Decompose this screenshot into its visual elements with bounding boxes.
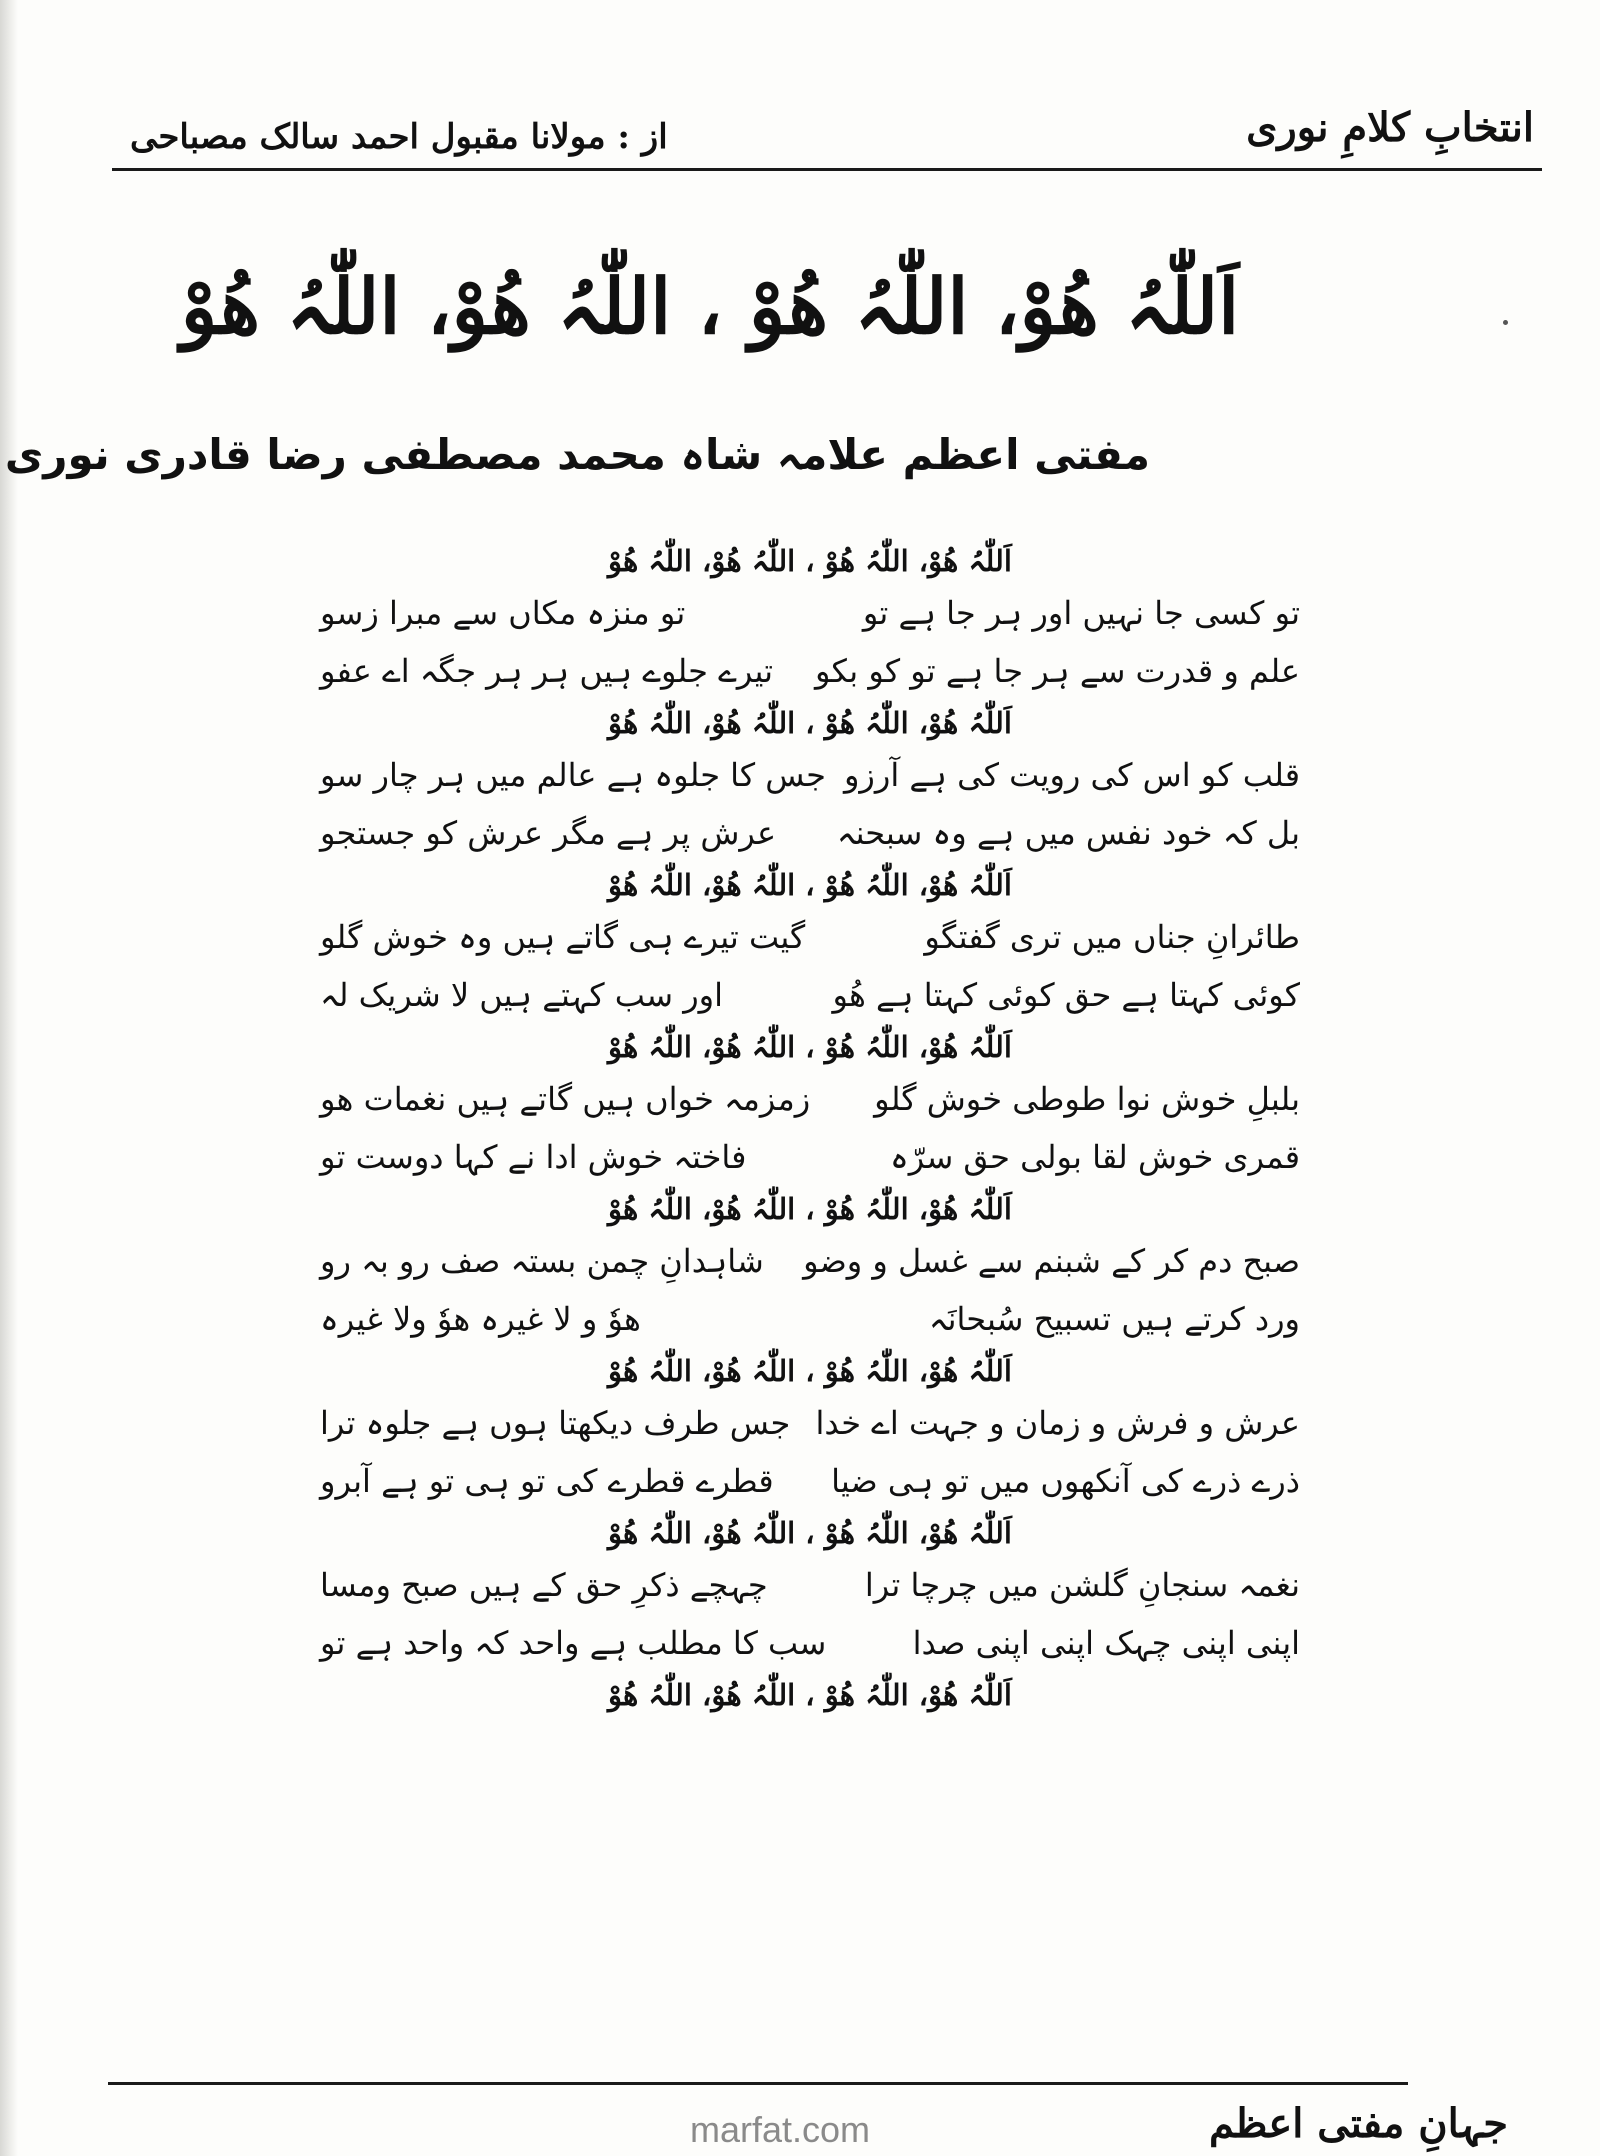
- header-book-title: انتخابِ کلامِ نوری: [1246, 104, 1534, 151]
- poem-verse: [320, 908, 1300, 966]
- poem-verse: [320, 584, 1300, 642]
- verse-second-hemistich: تو منزہ مکاں سے مبرا زسو: [320, 594, 686, 632]
- verse-second-hemistich: قطرے قطرے کی تو ہی تو ہے آبرو: [320, 1462, 774, 1500]
- verse-first-hemistich: ذرے ذرے کی آنکھوں میں تو ہی ضیا: [831, 1462, 1300, 1500]
- page-watermark: marfat.com: [690, 2109, 871, 2150]
- poem-refrain: اَللّٰہُ ھُوْ، اللّٰہُ ھُوْ ، اللّٰہُ ھُوْ، اللّٰہُ ھُوْ: [608, 1354, 1012, 1388]
- verse-first-hemistich: علم و قدرت سے ہر جا ہے تو کو بکو: [815, 652, 1300, 690]
- page-edge-shadow: [0, 0, 18, 2156]
- poem-verse: [320, 1614, 1300, 1672]
- verse-first-hemistich: بل کہ خود نفس میں ہے وہ سبحنہ: [836, 814, 1300, 852]
- poem-refrain: اَللّٰہُ ھُوْ، اللّٰہُ ھُوْ ، اللّٰہُ ھُوْ، اللّٰہُ ھُوْ: [608, 544, 1012, 578]
- header-attribution: از : مولانا مقبول احمد سالک مصباحی: [130, 117, 668, 157]
- verse-second-hemistich: زمزمہ خواں ہیں گاتے ہیں نغمات ھو: [320, 1080, 811, 1118]
- verse-first-hemistich: صبح دم کر کے شبنم سے غسل و وضو: [803, 1242, 1300, 1280]
- verse-second-hemistich: جس کا جلوہ ہے عالم میں ہر چار سو: [320, 756, 826, 794]
- poem-refrain: اَللّٰہُ ھُوْ، اللّٰہُ ھُوْ ، اللّٰہُ ھُوْ، اللّٰہُ ھُوْ: [608, 1678, 1012, 1712]
- verse-first-hemistich: کوئی کہتا ہے حق کوئی کہتا ہے ھُو: [832, 976, 1300, 1014]
- poem-verse: [320, 642, 1300, 700]
- verse-first-hemistich: طائرانِ جناں میں تری گفتگو: [924, 918, 1300, 956]
- header-divider: [112, 168, 1542, 171]
- verse-first-hemistich: قلب کو اس کی رویت کی ہے آرزو: [843, 756, 1300, 794]
- verse-first-hemistich: عرش و فرش و زمان و جہت اے خدا: [815, 1404, 1300, 1442]
- ink-speck: [1503, 320, 1508, 325]
- poem-refrain: اَللّٰہُ ھُوْ، اللّٰہُ ھُوْ ، اللّٰہُ ھُوْ، اللّٰہُ ھُوْ: [608, 1030, 1012, 1064]
- poem-verse: [320, 1128, 1300, 1186]
- verse-first-hemistich: ورد کرتے ہیں تسبیح سُبحانَہ: [928, 1300, 1300, 1338]
- poem-refrain: اَللّٰہُ ھُوْ، اللّٰہُ ھُوْ ، اللّٰہُ ھُوْ، اللّٰہُ ھُوْ: [608, 1516, 1012, 1550]
- verse-second-hemistich: اور سب کہتے ہیں لا شریک لہ: [320, 976, 723, 1014]
- poem-verse: [320, 1394, 1300, 1452]
- verse-second-hemistich: جس طرف دیکھتا ہوں ہے جلوہ ترا: [320, 1404, 791, 1442]
- poem-verse: [320, 1556, 1300, 1614]
- footer-book-name: جہانِ مفتی اعظم: [1208, 2100, 1508, 2147]
- verse-second-hemistich: چہچے ذکرِ حق کے ہیں صبح ومسا: [320, 1566, 768, 1604]
- poem-verse: [320, 1232, 1300, 1290]
- verse-first-hemistich: اپنی اپنی چہک اپنی اپنی صدا: [912, 1624, 1300, 1662]
- verse-second-hemistich: گیت تیرے ہی گاتے ہیں وہ خوش گلو: [320, 918, 806, 956]
- poem-body: [320, 538, 1300, 1718]
- footer-divider: [108, 2082, 1408, 2085]
- poem-verse: [320, 804, 1300, 862]
- poem-verse: [320, 746, 1300, 804]
- verse-first-hemistich: تو کسی جا نہیں اور ہر جا ہے تو: [862, 594, 1300, 632]
- poem-title: اَللّٰہُ ھُوْ، اللّٰہُ ھُوْ ، اللّٰہُ ھُوْ، اللّٰہُ ھُوْ: [180, 262, 1240, 351]
- verse-second-hemistich: تیرے جلوے ہیں ہر ہر جگہ اے عفو: [320, 652, 774, 690]
- poem-refrain: اَللّٰہُ ھُوْ، اللّٰہُ ھُوْ ، اللّٰہُ ھُوْ، اللّٰہُ ھُوْ: [608, 1192, 1012, 1226]
- poem-refrain: اَللّٰہُ ھُوْ، اللّٰہُ ھُوْ ، اللّٰہُ ھُوْ، اللّٰہُ ھُوْ: [608, 706, 1012, 740]
- poem-verse: [320, 966, 1300, 1024]
- verse-second-hemistich: شاہدانِ چمن بستہ صف رو بہ رو: [320, 1242, 764, 1280]
- verse-first-hemistich: قمری خوش لقا بولی حق سرّہ: [890, 1138, 1300, 1176]
- verse-second-hemistich: فاختہ خوش ادا نے کہا دوست تو: [320, 1138, 747, 1176]
- verse-first-hemistich: بلبلِ خوش نوا طوطی خوش گلو: [874, 1080, 1300, 1118]
- poem-verse: [320, 1070, 1300, 1128]
- poem-verse: [320, 1290, 1300, 1348]
- poem-refrain: اَللّٰہُ ھُوْ، اللّٰہُ ھُوْ ، اللّٰہُ ھُوْ، اللّٰہُ ھُوْ: [608, 868, 1012, 902]
- poem-verse: [320, 1452, 1300, 1510]
- verse-second-hemistich: ھوٗ و لا غیرہ ھوٗ ولا غیرہ: [320, 1300, 641, 1338]
- verse-second-hemistich: عرش پر ہے مگر عرش کو جستجو: [320, 814, 777, 852]
- verse-first-hemistich: نغمہ سنجانِ گلشن میں چرچا ترا: [864, 1566, 1300, 1604]
- poem-author: مفتی اعظم علامہ شاہ محمد مصطفی رضا قادری نوری: [4, 430, 1150, 479]
- verse-second-hemistich: سب کا مطلب ہے واحد کہ واحد ہے تو: [320, 1624, 827, 1662]
